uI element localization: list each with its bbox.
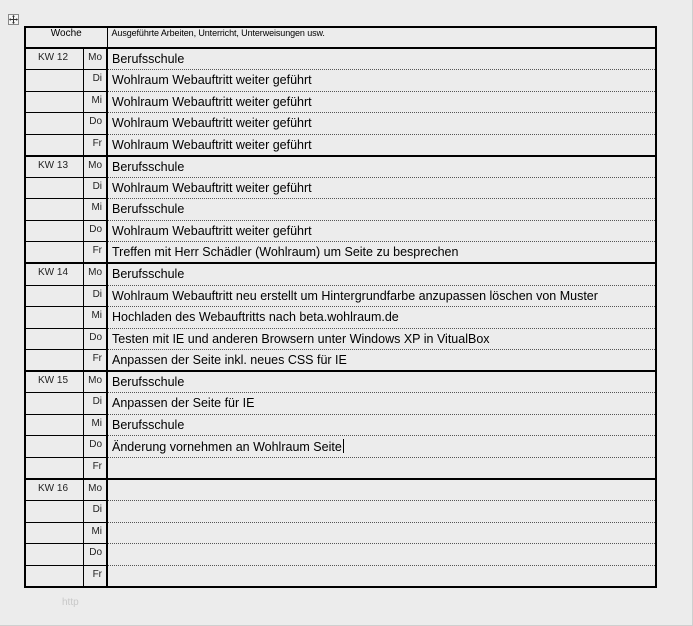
day-label-cell[interactable]: Do bbox=[83, 328, 107, 350]
week-label-cell[interactable]: KW 13 bbox=[25, 156, 83, 178]
work-entry-cell[interactable] bbox=[107, 307, 656, 329]
work-entry-cell[interactable] bbox=[107, 134, 656, 156]
day-label-cell[interactable]: Di bbox=[83, 177, 107, 199]
day-label-cell[interactable]: Mi bbox=[83, 307, 107, 329]
work-entry-text: Berufsschule bbox=[112, 202, 185, 217]
work-entry-text: Wohlraum Webauftritt weiter geführt bbox=[112, 73, 312, 88]
table-row bbox=[25, 70, 656, 92]
table-row bbox=[25, 479, 656, 501]
table-row bbox=[25, 544, 656, 566]
day-label-cell[interactable]: Mi bbox=[83, 199, 107, 221]
day-label-cell[interactable]: Mi bbox=[83, 414, 107, 436]
table-row bbox=[25, 371, 656, 393]
work-entry-text: Anpassen der Seite inkl. neues CSS für IE bbox=[112, 353, 347, 368]
table-row bbox=[25, 350, 656, 372]
table-row bbox=[25, 436, 656, 458]
day-label-cell[interactable]: Mo bbox=[83, 479, 107, 501]
day-label-cell[interactable]: Do bbox=[83, 113, 107, 135]
table-row bbox=[25, 285, 656, 307]
week-empty-cell[interactable] bbox=[25, 113, 83, 135]
table-row bbox=[25, 199, 656, 221]
header-work-description: Ausgeführte Arbeiten, Unterricht, Unterweisungen usw. bbox=[107, 27, 656, 48]
day-label-cell[interactable]: Do bbox=[83, 436, 107, 458]
day-label-cell[interactable]: Mo bbox=[83, 156, 107, 178]
day-label-cell[interactable]: Do bbox=[83, 544, 107, 566]
table-row bbox=[25, 522, 656, 544]
table-row bbox=[25, 156, 656, 178]
week-empty-cell[interactable] bbox=[25, 414, 83, 436]
week-label-cell[interactable]: KW 16 bbox=[25, 479, 83, 501]
table-row bbox=[25, 393, 656, 415]
week-empty-cell[interactable] bbox=[25, 307, 83, 329]
table-row bbox=[25, 48, 656, 70]
work-entry-cell[interactable] bbox=[107, 242, 656, 264]
work-entry-text: Testen mit IE und anderen Browsern unter Windows XP in VitualBox bbox=[112, 331, 490, 346]
table-row bbox=[25, 457, 656, 479]
table-row bbox=[25, 134, 656, 156]
watermark-text: http bbox=[62, 597, 79, 608]
header-week: Woche bbox=[25, 27, 107, 48]
work-entry-cell[interactable] bbox=[107, 285, 656, 307]
work-entry-text: Wohlraum Webauftritt weiter geführt bbox=[112, 116, 312, 131]
text-cursor bbox=[343, 439, 344, 453]
work-entry-text: Wohlraum Webauftritt weiter geführt bbox=[112, 180, 312, 195]
week-empty-cell[interactable] bbox=[25, 393, 83, 415]
table-move-handle-icon[interactable] bbox=[8, 14, 19, 25]
work-entry-cell[interactable] bbox=[107, 436, 656, 458]
work-entry-text: Änderung vornehmen an Wohlraum Seite bbox=[112, 440, 342, 455]
work-entry-cell[interactable] bbox=[107, 328, 656, 350]
work-entry-text: Hochladen des Webauftritts nach beta.wohlraum.de bbox=[112, 310, 399, 325]
weekly-report-table-wrapper bbox=[24, 26, 655, 608]
day-label-cell[interactable]: Fr bbox=[83, 242, 107, 264]
work-entry-text: Wohlraum Webauftritt weiter geführt bbox=[112, 223, 312, 238]
work-entry-cell[interactable] bbox=[107, 371, 656, 393]
day-label-cell[interactable]: Do bbox=[83, 220, 107, 242]
table-row bbox=[25, 91, 656, 113]
week-empty-cell[interactable] bbox=[25, 285, 83, 307]
table-row bbox=[25, 565, 656, 587]
week-empty-cell[interactable] bbox=[25, 220, 83, 242]
table-row bbox=[25, 220, 656, 242]
work-entry-cell[interactable] bbox=[107, 70, 656, 92]
work-entry-cell[interactable] bbox=[107, 544, 656, 566]
work-entry-text: Wohlraum Webauftritt weiter geführt bbox=[112, 137, 312, 152]
week-empty-cell[interactable] bbox=[25, 70, 83, 92]
work-entry-text: Wohlraum Webauftritt neu erstellt um Hintergrundfarbe anzupassen löschen von Muster bbox=[112, 288, 598, 303]
table-row bbox=[25, 307, 656, 329]
week-empty-cell[interactable] bbox=[25, 544, 83, 566]
work-entry-text: Berufsschule bbox=[112, 52, 185, 66]
table-row bbox=[25, 500, 656, 522]
week-label-cell[interactable]: KW 12 bbox=[25, 48, 83, 70]
week-empty-cell[interactable] bbox=[25, 436, 83, 458]
work-entry-cell[interactable] bbox=[107, 479, 656, 501]
day-label-cell[interactable]: Di bbox=[83, 70, 107, 92]
table-body bbox=[25, 48, 656, 587]
table-row bbox=[25, 242, 656, 264]
work-entry-cell[interactable] bbox=[107, 48, 656, 70]
day-label-cell[interactable]: Mi bbox=[83, 522, 107, 544]
work-entry-cell[interactable] bbox=[107, 199, 656, 221]
week-empty-cell[interactable] bbox=[25, 177, 83, 199]
work-entry-cell[interactable] bbox=[107, 500, 656, 522]
work-entry-cell[interactable] bbox=[107, 565, 656, 587]
table-row bbox=[25, 263, 656, 285]
work-entry-text: Treffen mit Herr Schädler (Wohlraum) um Seite zu besprechen bbox=[112, 245, 459, 260]
work-entry-cell[interactable] bbox=[107, 156, 656, 178]
week-empty-cell[interactable] bbox=[25, 565, 83, 587]
week-empty-cell[interactable] bbox=[25, 457, 83, 479]
week-label-cell[interactable]: KW 15 bbox=[25, 371, 83, 393]
day-label-cell[interactable]: Fr bbox=[83, 134, 107, 156]
week-empty-cell[interactable] bbox=[25, 242, 83, 264]
work-entry-text: Wohlraum Webauftritt weiter geführt bbox=[112, 94, 312, 109]
weekly-report-table bbox=[24, 26, 657, 588]
week-empty-cell[interactable] bbox=[25, 91, 83, 113]
work-entry-text: Berufsschule bbox=[112, 375, 185, 390]
work-entry-cell[interactable] bbox=[107, 91, 656, 113]
work-entry-cell[interactable] bbox=[107, 263, 656, 285]
week-empty-cell[interactable] bbox=[25, 350, 83, 372]
week-label-cell[interactable]: KW 14 bbox=[25, 263, 83, 285]
day-label-cell[interactable]: Fr bbox=[83, 457, 107, 479]
day-label-cell[interactable]: Mo bbox=[83, 263, 107, 285]
work-entry-cell[interactable] bbox=[107, 457, 656, 479]
day-label-cell[interactable]: Mo bbox=[83, 48, 107, 70]
day-label-cell[interactable]: Mi bbox=[83, 91, 107, 113]
work-entry-cell[interactable] bbox=[107, 220, 656, 242]
week-empty-cell[interactable] bbox=[25, 500, 83, 522]
work-entry-cell[interactable] bbox=[107, 393, 656, 415]
table-row bbox=[25, 113, 656, 135]
week-empty-cell[interactable] bbox=[25, 522, 83, 544]
work-entry-text: Berufsschule bbox=[112, 267, 185, 282]
table-row bbox=[25, 328, 656, 350]
work-entry-cell[interactable] bbox=[107, 522, 656, 544]
day-label-cell[interactable]: Di bbox=[83, 500, 107, 522]
day-label-cell[interactable]: Fr bbox=[83, 350, 107, 372]
day-label-cell[interactable]: Fr bbox=[83, 565, 107, 587]
table-row bbox=[25, 414, 656, 436]
day-label-cell[interactable]: Di bbox=[83, 393, 107, 415]
work-entry-cell[interactable] bbox=[107, 414, 656, 436]
day-label-cell[interactable]: Di bbox=[83, 285, 107, 307]
work-entry-text: Berufsschule bbox=[112, 417, 185, 432]
work-entry-cell[interactable] bbox=[107, 177, 656, 199]
work-entry-text: Anpassen der Seite für IE bbox=[112, 396, 255, 411]
work-entry-cell[interactable] bbox=[107, 113, 656, 135]
table-header-row bbox=[25, 27, 656, 48]
table-row bbox=[25, 177, 656, 199]
week-empty-cell[interactable] bbox=[25, 328, 83, 350]
work-entry-text: Berufsschule bbox=[112, 159, 185, 174]
week-empty-cell[interactable] bbox=[25, 134, 83, 156]
day-label-cell[interactable]: Mo bbox=[83, 371, 107, 393]
work-entry-cell[interactable] bbox=[107, 350, 656, 372]
week-empty-cell[interactable] bbox=[25, 199, 83, 221]
